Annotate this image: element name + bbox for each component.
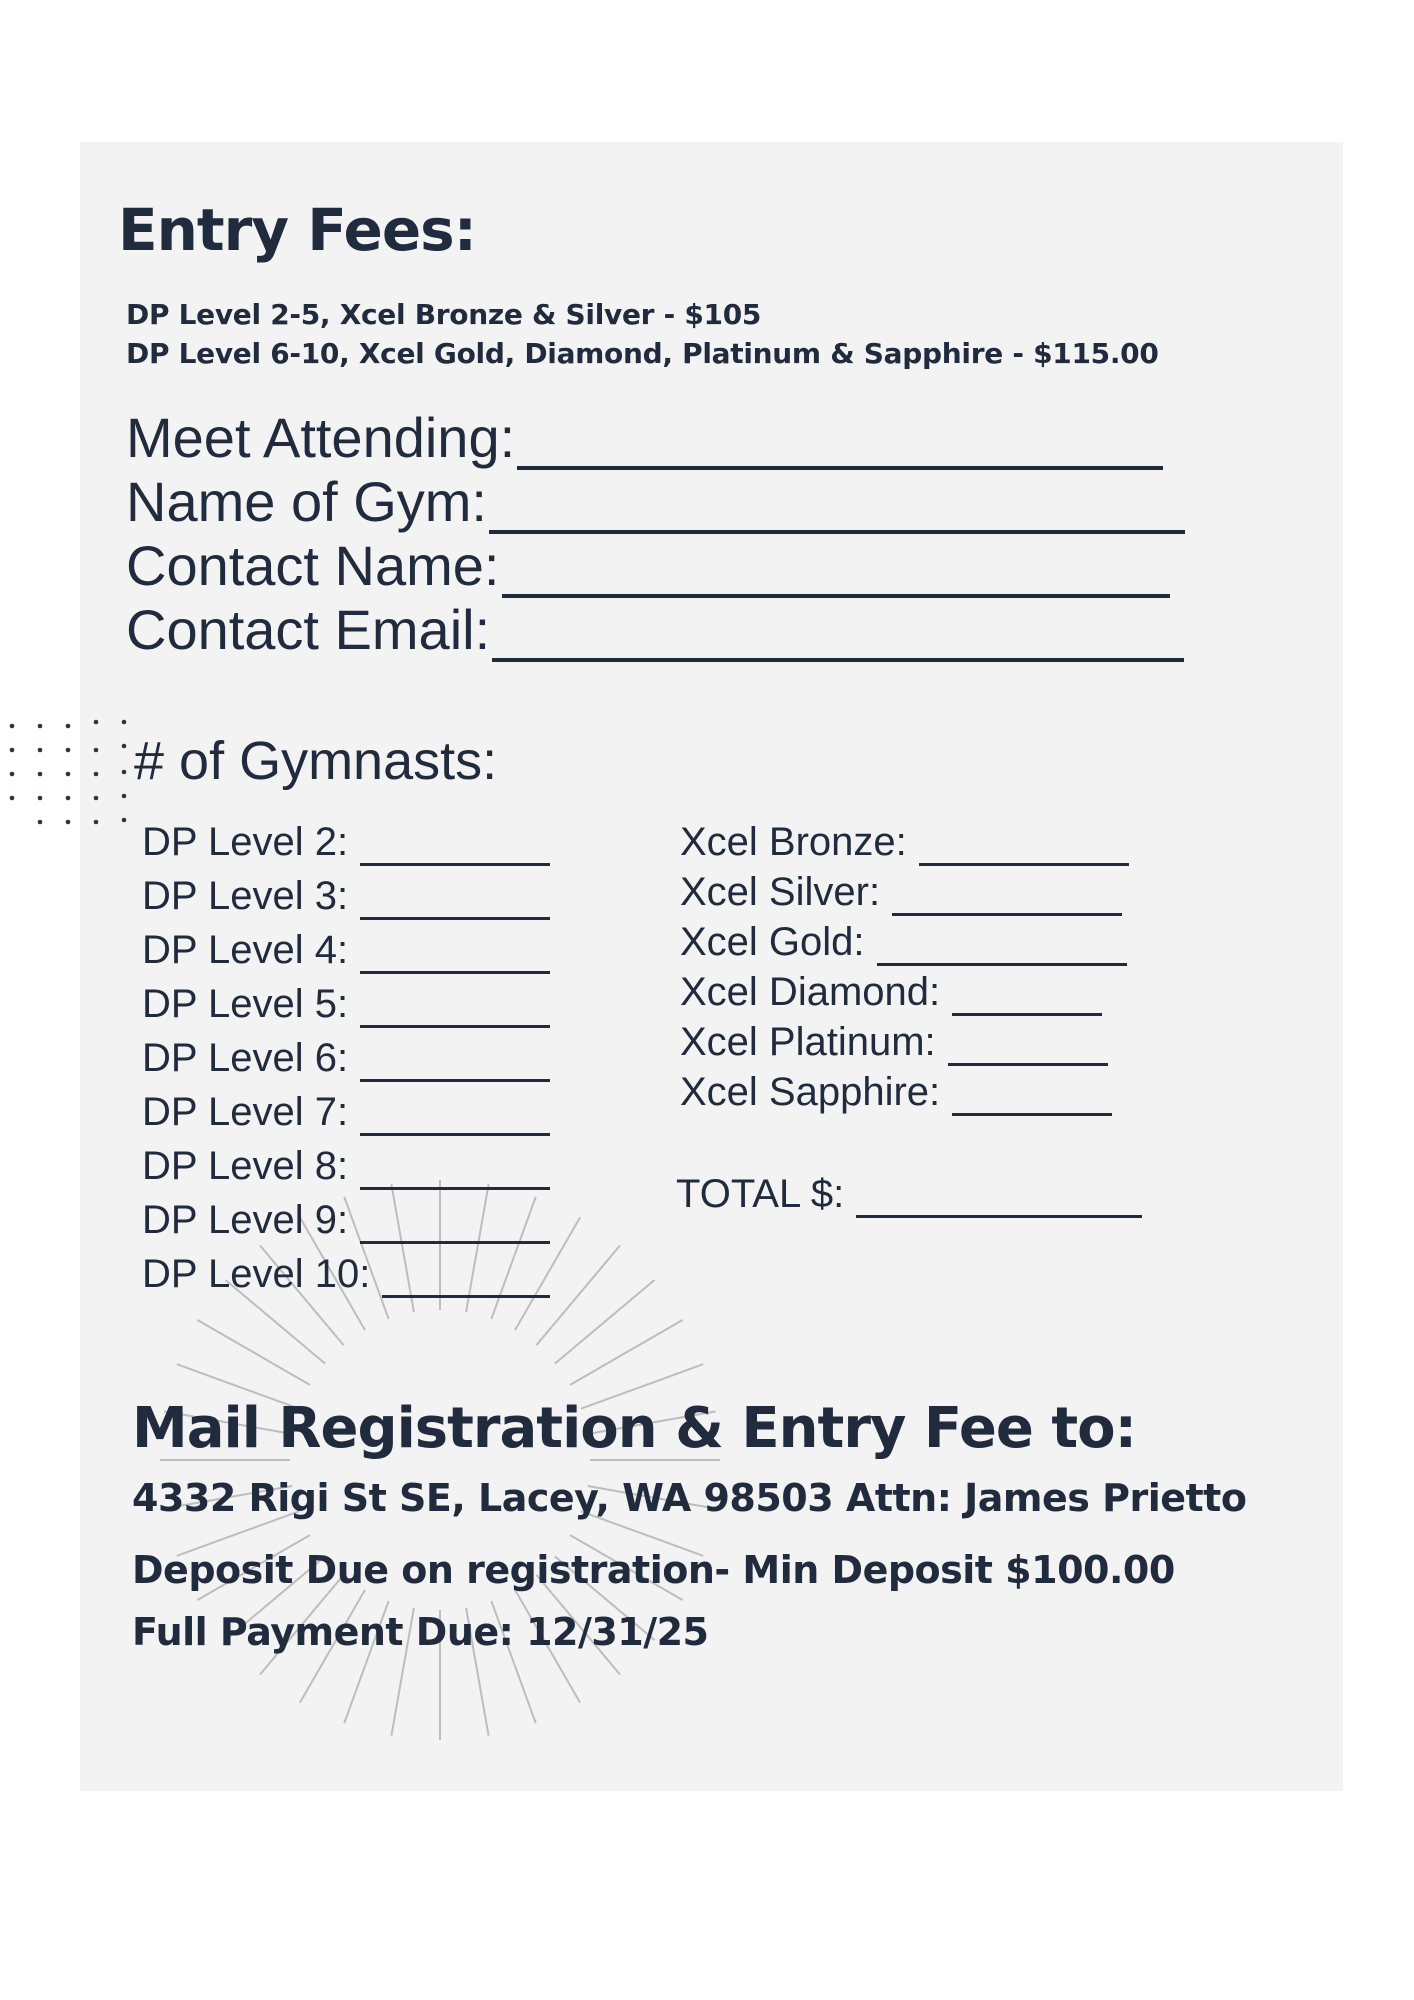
xcel-level-label: Xcel Platinum: [680,1020,936,1064]
dp-level-label: DP Level 7: [142,1090,349,1134]
contact-email-label: Contact Email: [126,598,491,661]
dp-level-10-row[interactable] [142,1250,550,1298]
dp-level-label: DP Level 4: [142,928,349,972]
dp-level-blank[interactable] [360,931,550,974]
contact-name-field[interactable] [126,534,1170,598]
dp-level-blank[interactable] [360,823,550,866]
xcel-level-blank[interactable] [919,823,1129,866]
xcel-gold-row[interactable] [680,918,1127,966]
fee-line-1: DP Level 2-5, Xcel Bronze & Silver - $105 [126,298,762,331]
dp-level-label: DP Level 6: [142,1036,349,1080]
dp-level-blank[interactable] [360,1201,550,1244]
contact-email-blank[interactable] [492,606,1184,662]
xcel-level-blank[interactable] [892,873,1122,916]
meet-attending-field[interactable] [126,406,1163,470]
entry-fees-title: Entry Fees: [118,196,476,264]
dp-level-2-row[interactable] [142,818,550,866]
total-label: TOTAL $: [676,1172,845,1216]
dp-level-label: DP Level 5: [142,982,349,1026]
gym-name-field[interactable] [126,470,1185,534]
dp-level-9-row[interactable] [142,1196,550,1244]
dp-level-blank[interactable] [360,985,550,1028]
fee-line-2: DP Level 6-10, Xcel Gold, Diamond, Platinum & Sapphire - $115.00 [126,337,1159,370]
dp-level-blank[interactable] [360,877,550,920]
dp-level-3-row[interactable] [142,872,550,920]
xcel-level-label: Xcel Silver: [680,870,881,914]
dp-level-blank[interactable] [360,1147,550,1190]
starburst-ray [198,1320,311,1385]
dp-level-8-row[interactable] [142,1142,550,1190]
xcel-level-blank[interactable] [952,1073,1112,1116]
dp-level-blank[interactable] [360,1039,550,1082]
dp-level-blank[interactable] [382,1255,550,1298]
xcel-level-label: Xcel Diamond: [680,970,941,1014]
deposit-note: Deposit Due on registration- Min Deposit $100.00 [132,1548,1175,1592]
contact-name-label: Contact Name: [126,534,500,597]
xcel-silver-row[interactable] [680,868,1122,916]
meet-attending-label: Meet Attending: [126,406,516,469]
gym-name-blank[interactable] [489,478,1185,534]
dp-level-5-row[interactable] [142,980,550,1028]
xcel-level-label: Xcel Gold: [680,920,865,964]
dp-level-label: DP Level 10: [142,1252,371,1296]
xcel-diamond-row[interactable] [680,968,1102,1016]
xcel-level-label: Xcel Sapphire: [680,1070,941,1114]
contact-name-blank[interactable] [502,542,1170,598]
gymnasts-title: # of Gymnasts: [134,731,498,791]
dp-level-label: DP Level 2: [142,820,349,864]
mail-title: Mail Registration & Entry Fee to: [132,1396,1137,1461]
gym-name-label: Name of Gym: [126,470,487,533]
dp-level-4-row[interactable] [142,926,550,974]
xcel-sapphire-row[interactable] [680,1068,1112,1116]
xcel-level-blank[interactable] [952,973,1102,1016]
starburst-ray [555,1280,655,1364]
dp-level-7-row[interactable] [142,1088,550,1136]
dp-level-label: DP Level 3: [142,874,349,918]
xcel-level-label: Xcel Bronze: [680,820,907,864]
xcel-bronze-row[interactable] [680,818,1129,866]
dp-level-6-row[interactable] [142,1034,550,1082]
total-row[interactable] [676,1170,1142,1218]
contact-email-field[interactable] [126,598,1184,662]
xcel-platinum-row[interactable] [680,1018,1108,1066]
xcel-level-blank[interactable] [877,923,1127,966]
xcel-level-blank[interactable] [948,1023,1108,1066]
total-blank[interactable] [856,1175,1142,1218]
dp-level-label: DP Level 8: [142,1144,349,1188]
meet-attending-blank[interactable] [517,414,1163,470]
starburst-ray [570,1320,683,1385]
full-payment-note: Full Payment Due: 12/31/25 [132,1610,709,1654]
dot-grid-decoration [0,716,150,836]
dp-level-label: DP Level 9: [142,1198,349,1242]
dp-level-blank[interactable] [360,1093,550,1136]
mail-address: 4332 Rigi St SE, Lacey, WA 98503 Attn: James Prietto [132,1476,1247,1520]
